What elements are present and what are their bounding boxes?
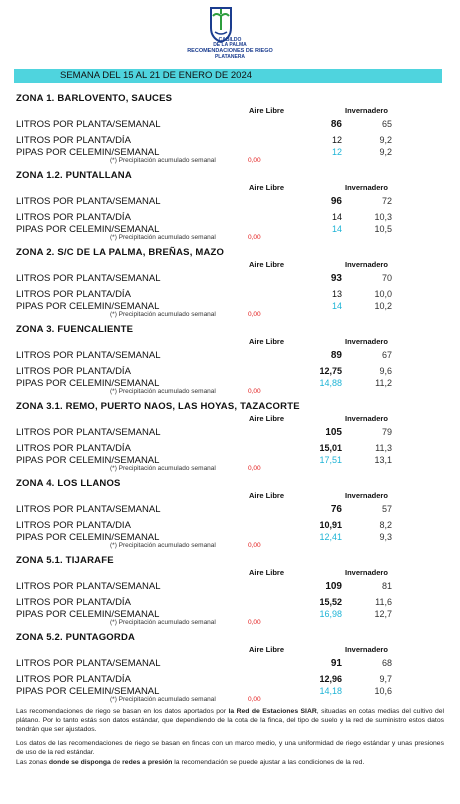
zone-block <box>0 324 460 401</box>
precip-value: 0,00 <box>248 234 261 241</box>
row-label: PIPAS POR CELEMIN/SEMANAL <box>16 609 160 620</box>
footer-paragraph-1: Las recomendaciones de riego se basan en los datos aportados por la Red de Estaciones SIAR, situadas en cotas medias del cultivo del plátano. Por lo tanto estás son datos estándar, que dependiendo de la cota de la finca, del tipo de suelo y la red de suministro estos datos tendrán que ser ajustados. <box>16 708 445 733</box>
precip-value: 0,00 <box>248 311 261 318</box>
row-label: LITROS POR PLANTA/DÍA <box>16 135 131 146</box>
value-aire-dia: 10,91 <box>319 520 342 530</box>
row-label: PIPAS POR CELEMIN/SEMANAL <box>16 147 160 158</box>
value-aire-dia: 15,01 <box>319 443 342 453</box>
zone-title: ZONA 1. BARLOVENTO, SAUCES <box>16 93 173 104</box>
value-aire-pipas: 14,88 <box>319 378 342 388</box>
col-header-invernadero: Invernadero <box>345 260 388 269</box>
zone-block <box>0 478 460 555</box>
value-inv-dia: 11,3 <box>375 443 392 453</box>
row-label: PIPAS POR CELEMIN/SEMANAL <box>16 301 160 312</box>
precip-label: (*) Precipitación acumulado semanal <box>110 465 216 472</box>
value-aire-semanal: 93 <box>330 273 342 284</box>
row-label: LITROS POR PLANTA/DÍA <box>16 289 131 300</box>
value-aire-semanal: 105 <box>325 427 342 438</box>
value-inv-semanal: 65 <box>381 119 392 129</box>
value-aire-semanal: 109 <box>325 581 342 592</box>
col-header-invernadero: Invernadero <box>345 414 388 423</box>
value-inv-pipas: 10,5 <box>374 224 392 234</box>
col-header-invernadero: Invernadero <box>345 106 388 115</box>
value-inv-dia: 9,6 <box>379 366 392 376</box>
precip-label: (*) Precipitación acumulado semanal <box>110 157 216 164</box>
week-banner: SEMANA DEL 15 AL 21 DE ENERO DE 2024 <box>14 69 442 83</box>
org-line2: DE LA PALMA <box>213 42 247 48</box>
precip-value: 0,00 <box>248 619 261 626</box>
value-aire-pipas: 14 <box>331 301 342 311</box>
value-aire-dia: 15,52 <box>319 597 342 607</box>
row-label: LITROS POR PLANTA/DÍA <box>16 212 131 223</box>
row-label: LITROS POR PLANTA/SEMANAL <box>16 504 161 515</box>
value-aire-semanal: 89 <box>330 350 342 361</box>
value-aire-pipas: 12 <box>331 147 342 157</box>
row-label: LITROS POR PLANTA/SEMANAL <box>16 658 161 669</box>
col-header-aire-libre: Aire Libre <box>249 337 285 346</box>
value-inv-semanal: 81 <box>381 581 392 591</box>
value-inv-semanal: 79 <box>381 427 392 437</box>
row-label: LITROS POR PLANTA/DÍA <box>16 366 131 377</box>
precip-value: 0,00 <box>248 465 261 472</box>
zone-block <box>0 170 460 247</box>
value-inv-semanal: 67 <box>381 350 392 360</box>
precip-value: 0,00 <box>248 696 261 703</box>
value-aire-pipas: 16,98 <box>319 609 342 619</box>
precip-label: (*) Precipitación acumulado semanal <box>110 388 216 395</box>
col-header-aire-libre: Aire Libre <box>249 260 285 269</box>
value-aire-semanal: 91 <box>330 658 342 669</box>
precip-label: (*) Precipitación acumulado semanal <box>110 696 216 703</box>
value-inv-pipas: 10,2 <box>374 301 392 311</box>
row-label: LITROS POR PLANTA/SEMANAL <box>16 350 161 361</box>
value-aire-dia: 12 <box>331 135 342 145</box>
zones-list <box>0 93 460 709</box>
row-label: LITROS POR PLANTA/SEMANAL <box>16 427 161 438</box>
col-header-invernadero: Invernadero <box>345 491 388 500</box>
row-label: PIPAS POR CELEMIN/SEMANAL <box>16 224 160 235</box>
col-header-aire-libre: Aire Libre <box>249 491 285 500</box>
precip-label: (*) Precipitación acumulado semanal <box>110 311 216 318</box>
value-inv-pipas: 10,6 <box>374 686 392 696</box>
zone-block <box>0 555 460 632</box>
row-label: LITROS POR PLANTA/SEMANAL <box>16 196 161 207</box>
doc-subtitle: PLATANERA <box>214 54 246 60</box>
footer-paragraph-2: Los datos de las recomendaciones de riego se basan en fincas con un marco medio, y una uniformidad de riego estándar y unas presiones de uso de la red estándar. <box>16 740 444 756</box>
value-inv-pipas: 13,1 <box>374 455 392 465</box>
row-label: LITROS POR PLANTA/DIA <box>16 520 131 531</box>
col-header-aire-libre: Aire Libre <box>249 414 285 423</box>
row-label: LITROS POR PLANTA/DÍA <box>16 443 131 454</box>
zone-title: ZONA 5.1. TIJARAFE <box>16 555 114 566</box>
row-label: LITROS POR PLANTA/SEMANAL <box>16 273 161 284</box>
col-header-aire-libre: Aire Libre <box>249 645 285 654</box>
value-inv-semanal: 70 <box>381 273 392 283</box>
value-aire-semanal: 96 <box>330 196 342 207</box>
org-line1: CABILDO <box>218 37 242 43</box>
value-aire-pipas: 12,41 <box>319 532 342 542</box>
row-label: PIPAS POR CELEMIN/SEMANAL <box>16 378 160 389</box>
value-aire-dia: 12,96 <box>319 674 342 684</box>
zone-block <box>0 401 460 478</box>
value-aire-dia: 12,75 <box>319 366 342 376</box>
precip-value: 0,00 <box>248 157 261 164</box>
col-header-invernadero: Invernadero <box>345 645 388 654</box>
precip-label: (*) Precipitación acumulado semanal <box>110 234 216 241</box>
value-inv-semanal: 72 <box>381 196 392 206</box>
value-inv-dia: 11,6 <box>375 597 392 607</box>
value-inv-dia: 10,0 <box>374 289 392 299</box>
header <box>0 0 460 66</box>
value-inv-dia: 10,3 <box>374 212 392 222</box>
value-inv-dia: 9,2 <box>379 135 392 145</box>
zone-block <box>0 247 460 324</box>
value-aire-semanal: 86 <box>330 119 342 130</box>
precip-label: (*) Precipitación acumulado semanal <box>110 619 216 626</box>
zone-title: ZONA 5.2. PUNTAGORDA <box>16 632 136 643</box>
zone-title: ZONA 4. LOS LLANOS <box>16 478 121 489</box>
row-label: LITROS POR PLANTA/DÍA <box>16 674 131 685</box>
precip-value: 0,00 <box>248 542 261 549</box>
zone-title: ZONA 3.1. REMO, PUERTO NAOS, LAS HOYAS, TAZACORTE <box>16 401 300 412</box>
row-label: PIPAS POR CELEMIN/SEMANAL <box>16 455 160 466</box>
col-header-aire-libre: Aire Libre <box>249 568 285 577</box>
zone-block <box>0 93 460 170</box>
zone-block <box>0 632 460 709</box>
value-inv-semanal: 57 <box>381 504 392 514</box>
value-inv-pipas: 9,3 <box>379 532 392 542</box>
col-header-aire-libre: Aire Libre <box>249 106 285 115</box>
value-aire-dia: 13 <box>331 289 342 299</box>
value-aire-pipas: 17,51 <box>319 455 342 465</box>
footer-notes <box>16 707 444 772</box>
row-label: LITROS POR PLANTA/SEMANAL <box>16 119 161 130</box>
zone-title: ZONA 2. S/C DE LA PALMA, BREÑAS, MAZO <box>16 247 225 258</box>
col-header-aire-libre: Aire Libre <box>249 183 285 192</box>
value-aire-dia: 14 <box>331 212 342 222</box>
precip-value: 0,00 <box>248 388 261 395</box>
footer-paragraph-3: Las zonas donde se disponga de redes a presión la recomendación se puede ajustar a las condiciones de la red. <box>16 759 365 766</box>
row-label: PIPAS POR CELEMIN/SEMANAL <box>16 532 160 543</box>
col-header-invernadero: Invernadero <box>345 183 388 192</box>
zone-title: ZONA 1.2. PUNTALLANA <box>16 170 132 181</box>
value-aire-semanal: 76 <box>330 504 342 515</box>
col-header-invernadero: Invernadero <box>345 337 388 346</box>
value-inv-pipas: 11,2 <box>375 378 392 388</box>
value-aire-pipas: 14 <box>331 224 342 234</box>
row-label: PIPAS POR CELEMIN/SEMANAL <box>16 686 160 697</box>
value-inv-dia: 9,7 <box>379 674 392 684</box>
value-inv-semanal: 68 <box>381 658 392 668</box>
row-label: LITROS POR PLANTA/DÍA <box>16 597 131 608</box>
col-header-invernadero: Invernadero <box>345 568 388 577</box>
doc-title: RECOMENDACIONES DE RIEGO <box>187 48 273 54</box>
value-inv-dia: 8,2 <box>379 520 392 530</box>
precip-label: (*) Precipitación acumulado semanal <box>110 542 216 549</box>
zone-title: ZONA 3. FUENCALIENTE <box>16 324 134 335</box>
value-inv-pipas: 12,7 <box>374 609 392 619</box>
row-label: LITROS POR PLANTA/SEMANAL <box>16 581 161 592</box>
value-aire-pipas: 14,18 <box>319 686 342 696</box>
value-inv-pipas: 9,2 <box>379 147 392 157</box>
